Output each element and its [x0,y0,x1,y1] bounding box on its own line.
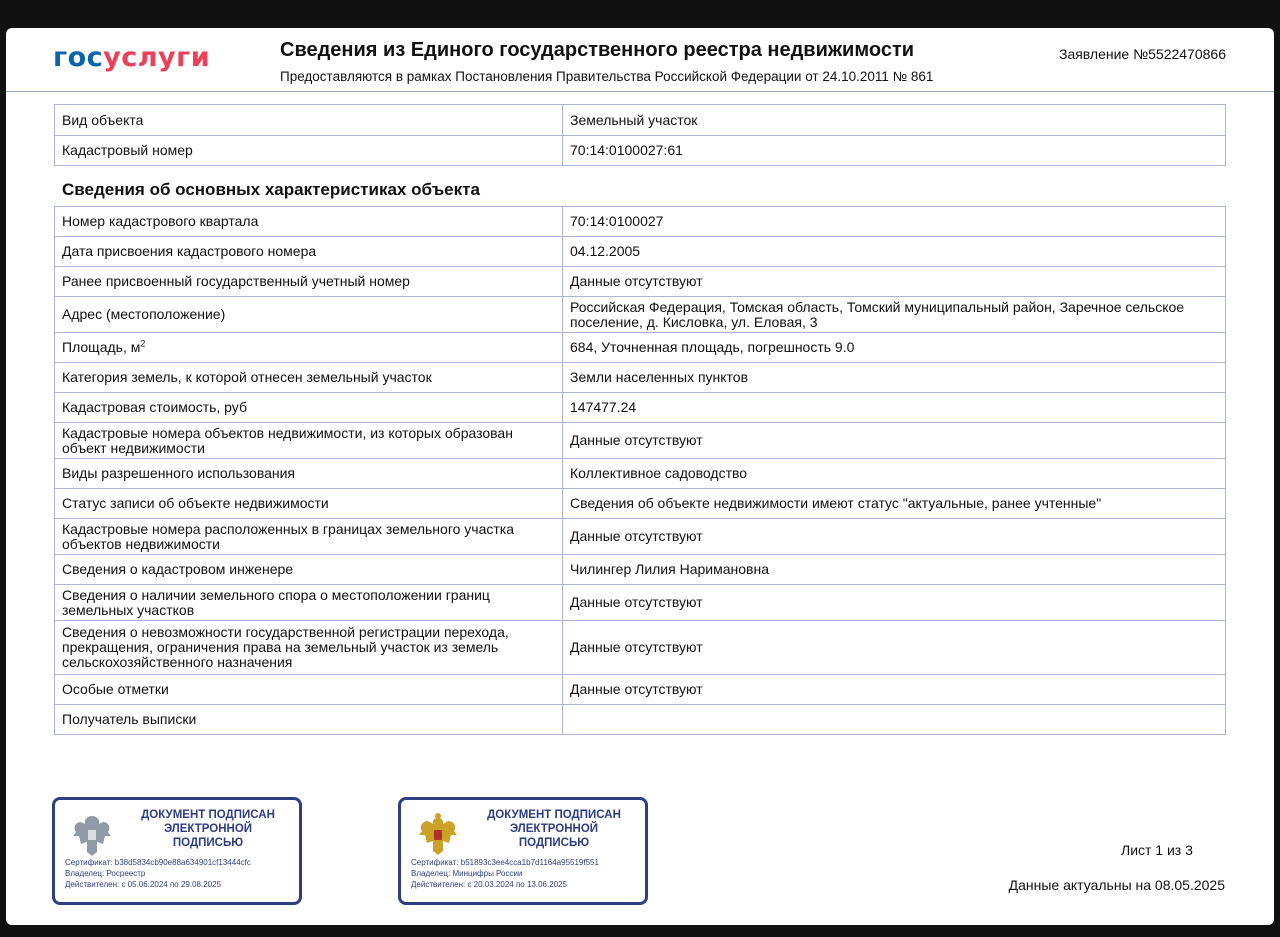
row-label: Номер кадастрового квартала [55,207,563,237]
stamp-title-line: ЭЛЕКТРОННОЙ [509,823,599,835]
table-row [55,105,1226,136]
row-value: 684, Уточненная площадь, погрешность 9.0 [563,333,1226,363]
stamp-owner: Владелец: Минцифры России [411,869,523,878]
table-row [55,555,1226,585]
area-unit-superscript: 2 [140,338,146,349]
row-label: Адрес (местоположение) [55,297,563,333]
row-label: Сведения о наличии земельного спора о местоположении границ земельных участков [55,585,563,621]
coat-of-arms-icon [413,810,463,860]
stamp-certificate: Сертификат: b38d5834cb90e88a634901cf13444cfc [65,858,251,867]
row-value: Сведения об объекте недвижимости имеют статус "актуальные, ранее учтенные" [563,489,1226,519]
table-row [55,267,1226,297]
table-row [55,207,1226,237]
row-label: Сведения о кадастровом инженере [55,555,563,585]
row-value: 04.12.2005 [563,237,1226,267]
application-number: Заявление №5522470866 [1058,46,1226,62]
row-label [55,333,563,363]
row-value: Данные отсутствуют [563,519,1226,555]
document-page [6,28,1274,925]
logo-part-uslugi: услуги [103,42,211,73]
table-row [55,585,1226,621]
row-value: Земли населенных пунктов [563,363,1226,393]
table-row [55,333,1226,363]
logo-part-gos: гос [53,42,104,73]
stamp-title-line: ПОДПИСЬЮ [518,837,590,849]
row-label: Ранее присвоенный государственный учетный номер [55,267,563,297]
row-label: Кадастровые номера расположенных в границах земельного участка объектов недвижимости [55,519,563,555]
row-label: Сведения о невозможности государственной регистрации перехода, прекращения, ограничения права на земельный участок из земель сельскохозяйственного назначения [55,621,563,675]
row-value: Земельный участок [563,105,1226,136]
characteristics-table [54,206,1226,735]
table-row [55,363,1226,393]
row-value: Российская Федерация, Томская область, Томский муниципальный район, Заречное сельское поселение, д. Кисловка, ул. Еловая, 3 [563,297,1226,333]
table-row [55,705,1226,735]
row-value: 70:14:0100027 [563,207,1226,237]
row-label: Кадастровая стоимость, руб [55,393,563,423]
table-row [55,297,1226,333]
signature-stamp-mintsifry [398,797,648,905]
table-row [55,423,1226,459]
row-label: Особые отметки [55,675,563,705]
document-subtitle: Предоставляются в рамках Постановления Правительства Российской Федерации от 24.10.2011 № 861 [280,69,934,84]
gosuslugi-logo[interactable] [53,42,210,73]
row-label: Кадастровые номера объектов недвижимости, из которых образован объект недвижимости [55,423,563,459]
sheet-number: Лист 1 из 3 [1121,842,1193,858]
row-label: Виды разрешенного использования [55,459,563,489]
stamp-owner: Владелец: Росреестр [65,869,146,878]
table-row [55,237,1226,267]
row-value: Данные отсутствуют [563,585,1226,621]
row-label: Получатель выписки [55,705,563,735]
row-value: Данные отсутствуют [563,675,1226,705]
row-value: Коллективное садоводство [563,459,1226,489]
stamp-validity: Действителен: с 20.03.2024 по 13.06.2025 [411,880,567,889]
section-title: Сведения об основных характеристиках объекта [62,180,480,199]
table-row [55,621,1226,675]
row-label: Дата присвоения кадастрового номера [55,237,563,267]
object-table [54,104,1226,166]
header-divider [6,91,1274,92]
emblem-shape [73,816,111,856]
row-label: Кадастровый номер [55,136,563,166]
stamp-title-line: ДОКУМЕНТ ПОДПИСАН [141,809,275,821]
stamp-title-line: ПОДПИСЬЮ [172,837,244,849]
area-label-text: Площадь, м [62,339,141,355]
rosreestr-emblem-icon [67,810,117,860]
stamp-title [119,808,297,850]
stamp-title-line: ДОКУМЕНТ ПОДПИСАН [487,809,621,821]
row-label: Статус записи об объекте недвижимости [55,489,563,519]
row-value: Чилингер Лилия Наримановна [563,555,1226,585]
table-row [55,675,1226,705]
row-label: Вид объекта [55,105,563,136]
stamp-title-line: ЭЛЕКТРОННОЙ [163,823,253,835]
stamp-certificate: Сертификат: b51893c3ee4cca1b7d1164a95519f551 [411,858,599,867]
row-value [563,705,1226,735]
row-value: Данные отсутствуют [563,267,1226,297]
stamp-validity: Действителен: с 05.06.2024 по 29.08.2025 [65,880,221,889]
row-value: 70:14:0100027:61 [563,136,1226,166]
row-value: Данные отсутствуют [563,423,1226,459]
document-title: Сведения из Единого государственного реестра недвижимости [280,39,915,61]
table-row [55,393,1226,423]
table-row [55,459,1226,489]
row-value: 147477.24 [563,393,1226,423]
row-label: Категория земель, к которой отнесен земельный участок [55,363,563,393]
table-row [55,519,1226,555]
row-value: Данные отсутствуют [563,621,1226,675]
data-actual-date: Данные актуальны на 08.05.2025 [1008,877,1225,893]
stamp-title [465,808,643,850]
emblem-shape [419,813,457,855]
signature-stamp-rosreestr [52,797,302,905]
table-row [55,489,1226,519]
table-row [55,136,1226,166]
